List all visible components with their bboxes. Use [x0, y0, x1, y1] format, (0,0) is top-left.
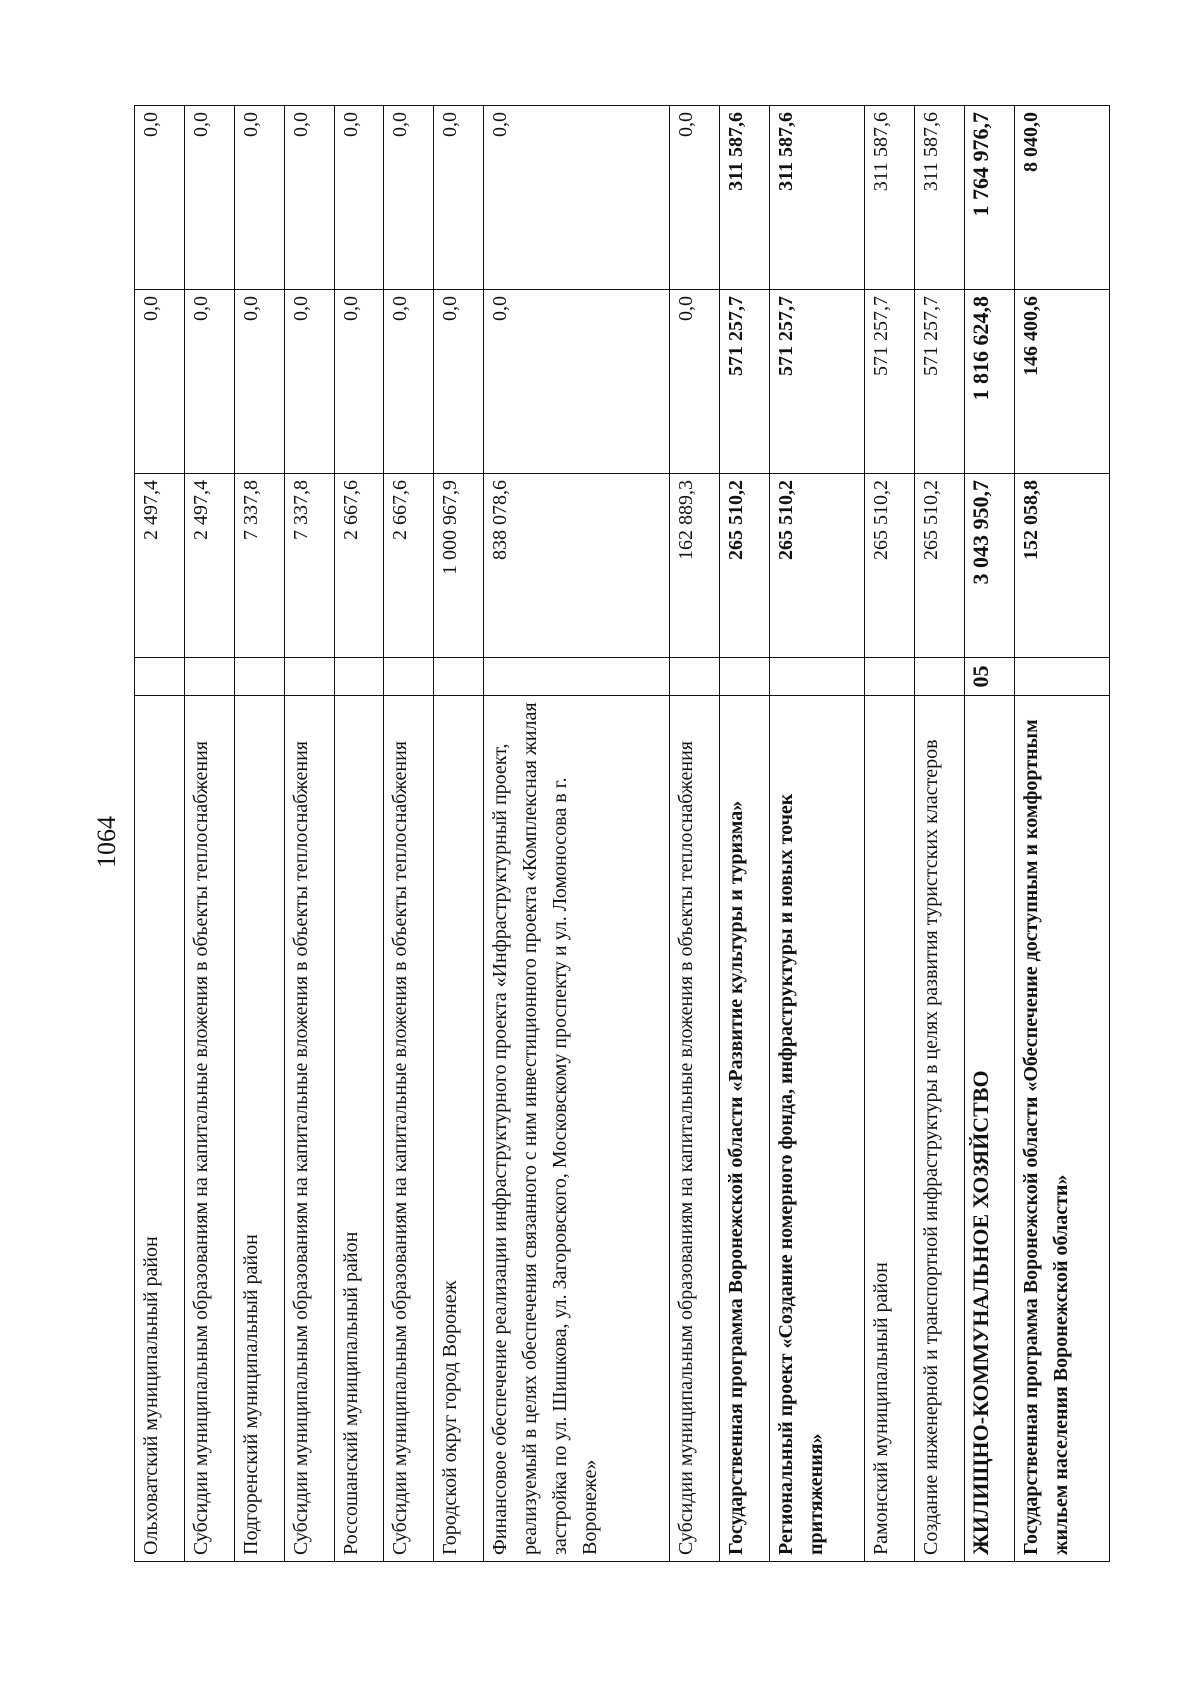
- table-row: [914, 106, 964, 1562]
- row-value-1-cell: 2 497,4: [135, 474, 185, 658]
- row-value-3-cell: 8 040,0: [1014, 106, 1109, 290]
- budget-table: [134, 105, 1110, 1562]
- row-value-1-cell: 2 667,6: [334, 474, 384, 658]
- table-row: [964, 106, 1014, 1562]
- row-value-1-cell: 152 058,8: [1014, 474, 1109, 658]
- row-value-1-cell: 1 000 967,9: [434, 474, 484, 658]
- row-section-cell: [865, 658, 915, 696]
- row-section-cell: [434, 658, 484, 696]
- row-name-cell: Финансовое обеспечение реализации инфраструктурного проекта «Инфраструктурный проект, реализуемый в целях обеспечения связанного с ним инвестиционного проекта «Комплексная жилая застройка по ул. Шишкова, ул. Загоровского, Московскому проспекту и ул. Ломоносова в г. Воронеже»: [484, 696, 670, 1562]
- row-name-cell: Россошанский муниципальный район: [334, 696, 384, 1562]
- row-value-3-cell: 0,0: [234, 106, 284, 290]
- table-row: [484, 106, 670, 1562]
- row-value-2-cell: 0,0: [670, 290, 720, 474]
- table-row: [234, 106, 284, 1562]
- row-section-cell: [334, 658, 384, 696]
- row-value-3-cell: 0,0: [135, 106, 185, 290]
- table-row: [284, 106, 334, 1562]
- row-value-2-cell: 0,0: [434, 290, 484, 474]
- row-value-3-cell: 311 587,6: [914, 106, 964, 290]
- row-name-cell: Городской округ город Воронеж: [434, 696, 484, 1562]
- row-value-3-cell: 0,0: [670, 106, 720, 290]
- row-name-cell: Субсидии муниципальным образованиям на капитальные вложения в объекты теплоснабжения: [184, 696, 234, 1562]
- row-value-2-cell: 0,0: [284, 290, 334, 474]
- row-value-2-cell: 0,0: [234, 290, 284, 474]
- row-name-cell: Региональный проект «Создание номерного фонда, инфраструктуры и новых точек притяжения»: [769, 696, 864, 1562]
- table-row: [1014, 106, 1109, 1562]
- row-section-cell: [719, 658, 769, 696]
- row-section-cell: [769, 658, 864, 696]
- row-value-1-cell: 2 497,4: [184, 474, 234, 658]
- row-section-cell: [1014, 658, 1109, 696]
- row-section-cell: [484, 658, 670, 696]
- row-section-cell: [384, 658, 434, 696]
- row-section-cell: [670, 658, 720, 696]
- row-value-3-cell: 0,0: [384, 106, 434, 290]
- table-row: [670, 106, 720, 1562]
- row-value-2-cell: 0,0: [334, 290, 384, 474]
- table-row: [434, 106, 484, 1562]
- table-row: [135, 106, 185, 1562]
- row-value-2-cell: 0,0: [135, 290, 185, 474]
- row-value-3-cell: 0,0: [434, 106, 484, 290]
- row-value-2-cell: 1 816 624,8: [964, 290, 1014, 474]
- row-name-cell: Субсидии муниципальным образованиям на капитальные вложения в объекты теплоснабжения: [284, 696, 334, 1562]
- page-number: 1064: [92, 816, 121, 868]
- table-row: [334, 106, 384, 1562]
- table-row: [865, 106, 915, 1562]
- row-value-2-cell: 571 257,7: [865, 290, 915, 474]
- row-value-2-cell: 571 257,7: [769, 290, 864, 474]
- row-name-cell: Подгоренский муниципальный район: [234, 696, 284, 1562]
- row-value-1-cell: 7 337,8: [284, 474, 334, 658]
- row-value-1-cell: 2 667,6: [384, 474, 434, 658]
- row-value-3-cell: 311 587,6: [719, 106, 769, 290]
- rotated-table-wrapper: [134, 106, 1110, 1562]
- row-name-cell: Ольховатский муниципальный район: [135, 696, 185, 1562]
- row-section-cell: [135, 658, 185, 696]
- row-name-cell: Рамонский муниципальный район: [865, 696, 915, 1562]
- row-value-3-cell: 0,0: [184, 106, 234, 290]
- table-row: [384, 106, 434, 1562]
- row-value-2-cell: 571 257,7: [914, 290, 964, 474]
- row-value-1-cell: 7 337,8: [234, 474, 284, 658]
- row-value-3-cell: 0,0: [334, 106, 384, 290]
- row-value-1-cell: 265 510,2: [865, 474, 915, 658]
- row-value-3-cell: 311 587,6: [865, 106, 915, 290]
- row-section-cell: [184, 658, 234, 696]
- row-value-3-cell: 311 587,6: [769, 106, 864, 290]
- row-section-cell: [284, 658, 334, 696]
- row-section-cell: 05: [964, 658, 1014, 696]
- row-value-3-cell: 1 764 976,7: [964, 106, 1014, 290]
- row-value-2-cell: 571 257,7: [719, 290, 769, 474]
- row-section-cell: [234, 658, 284, 696]
- row-name-cell: Создание инженерной и транспортной инфраструктуры в целях развития туристских кластеров: [914, 696, 964, 1562]
- row-name-cell: Субсидии муниципальным образованиям на капитальные вложения в объекты теплоснабжения: [384, 696, 434, 1562]
- row-value-1-cell: 838 078,6: [484, 474, 670, 658]
- row-value-1-cell: 162 889,3: [670, 474, 720, 658]
- row-value-3-cell: 0,0: [484, 106, 670, 290]
- row-value-1-cell: 265 510,2: [769, 474, 864, 658]
- row-name-cell: Государственная программа Воронежской области «Обеспечение доступным и комфортным жильем населения Воронежской области»: [1014, 696, 1109, 1562]
- table-row: [719, 106, 769, 1562]
- row-value-3-cell: 0,0: [284, 106, 334, 290]
- row-value-2-cell: 146 400,6: [1014, 290, 1109, 474]
- row-value-1-cell: 265 510,2: [719, 474, 769, 658]
- table-row: [769, 106, 864, 1562]
- row-name-cell: Государственная программа Воронежской области «Развитие культуры и туризма»: [719, 696, 769, 1562]
- row-value-1-cell: 3 043 950,7: [964, 474, 1014, 658]
- row-name-cell: Субсидии муниципальным образованиям на капитальные вложения в объекты теплоснабжения: [670, 696, 720, 1562]
- row-value-2-cell: 0,0: [384, 290, 434, 474]
- row-value-2-cell: 0,0: [484, 290, 670, 474]
- row-value-2-cell: 0,0: [184, 290, 234, 474]
- row-value-1-cell: 265 510,2: [914, 474, 964, 658]
- table-row: [184, 106, 234, 1562]
- row-name-cell: ЖИЛИЩНО-КОММУНАЛЬНОЕ ХОЗЯЙСТВО: [964, 696, 1014, 1562]
- row-section-cell: [914, 658, 964, 696]
